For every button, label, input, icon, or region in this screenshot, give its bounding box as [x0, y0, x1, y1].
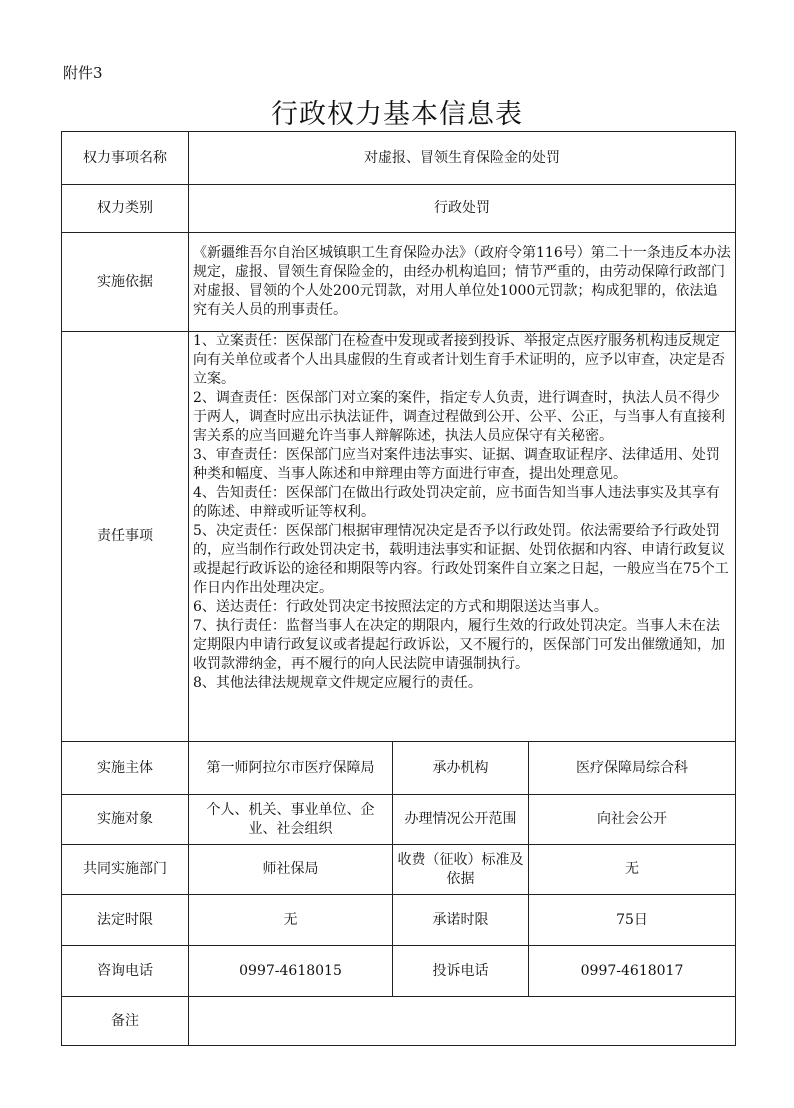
- remark-label: 备注: [62, 997, 189, 1046]
- fee-label: 收费（征收）标准及依据: [393, 845, 529, 895]
- consult-phone-value: 0997-4618015: [189, 946, 393, 997]
- row-joint: [62, 845, 736, 895]
- disclosure-label: 办理情况公开范围: [393, 795, 529, 845]
- basis-label: 实施依据: [62, 233, 189, 332]
- basis-value: 《新疆维吾尔自治区城镇职工生育保险办法》（政府令第116号）第二十一条违反本办法规定，虚报、冒领生育保险金的，由经办机构追回；情节严重的，由劳动保障行政部门对虚报、冒领的个人处200元罚款，对用人单位处1000元罚款；构成犯罪的，依法追究有关人员的刑事责任。: [189, 233, 736, 332]
- promise-time-value: 75日: [529, 895, 736, 946]
- row-basis: [62, 233, 736, 332]
- complaint-phone-label: 投诉电话: [393, 946, 529, 997]
- responsibility-item-8: 8、其他法律法规规章文件规定应履行的责任。: [193, 675, 482, 691]
- row-item-name: [62, 132, 736, 185]
- legal-time-value: 无: [189, 895, 393, 946]
- responsibility-item-7: 7、执行责任：监督当事人在决定的期限内，履行生效的行政处罚决定。当事人未在法定期限内申请行政复议或者提起行政诉讼，又不履行的，医保部门可发出催缴通知，加收罚款滞纳金，再不履行的向人民法院申请强制执行。: [193, 618, 725, 672]
- legal-time-label: 法定时限: [62, 895, 189, 946]
- category-value: 行政处罚: [189, 185, 736, 233]
- target-value: 个人、机关、事业单位、企业、社会组织: [189, 795, 393, 845]
- item-name-value: 对虚报、冒领生育保险金的处罚: [189, 132, 736, 185]
- row-time: [62, 895, 736, 946]
- row-responsibility: [62, 332, 736, 742]
- subject-value: 第一师阿拉尔市医疗保障局: [189, 742, 393, 795]
- responsibility-item-6: 6、送达责任：行政处罚决定书按照法定的方式和期限送达当事人。: [193, 599, 608, 615]
- responsibility-item-5: 5、决定责任：医保部门根据审理情况决定是否予以行政处罚。依法需要给予行政处罚的，应当制作行政处罚决定书，载明违法事实和证据、处罚依据和内容、申请行政复议或提起行政诉讼的途径和期限等内容。行政处罚案件自立案之日起，一般应当在75个工作日内作出处理决定。: [193, 523, 729, 596]
- responsibility-item-3: 3、审查责任：医保部门应当对案件违法事实、证据、调查取证程序、法律适用、处罚种类和幅度、当事人陈述和申辩理由等方面进行审查，提出处理意见。: [193, 447, 720, 482]
- remark-value: [189, 997, 736, 1046]
- responsibility-item-1: 1、立案责任：医保部门在检查中发现或者接到投诉、举报定点医疗服务机构违反规定向有关单位或者个人出具虚假的生育或者计划生育手术证明的，应予以审查，决定是否立案。: [193, 333, 725, 387]
- row-remark: [62, 997, 736, 1046]
- row-phone: [62, 946, 736, 997]
- subject-label: 实施主体: [62, 742, 189, 795]
- organizer-value: 医疗保障局综合科: [529, 742, 736, 795]
- row-subject: [62, 742, 736, 795]
- attachment-label: 附件3: [63, 64, 103, 82]
- complaint-phone-value: 0997-4618017: [529, 946, 736, 997]
- row-target: [62, 795, 736, 845]
- responsibility-item-2: 2、调查责任：医保部门对立案的案件，指定专人负责，进行调查时，执法人员不得少于两人，调查时应出示执法证件，调查过程做到公开、公平、公正，与当事人有直接利害关系的应当回避允许当事人辩解陈述，执法人员应保守有关秘密。: [193, 390, 725, 444]
- joint-value: 师社保局: [189, 845, 393, 895]
- page-title: 行政权力基本信息表: [271, 99, 523, 130]
- fee-value: 无: [529, 845, 736, 895]
- info-table: [61, 131, 736, 1046]
- item-name-label: 权力事项名称: [62, 132, 189, 185]
- responsibility-item-4: 4、告知责任：医保部门在做出行政处罚决定前，应书面告知当事人违法事实及其享有的陈述、申辩或听证等权利。: [193, 485, 720, 520]
- row-category: [62, 185, 736, 233]
- consult-phone-label: 咨询电话: [62, 946, 189, 997]
- disclosure-value: 向社会公开: [529, 795, 736, 845]
- responsibility-list: [189, 332, 736, 742]
- organizer-label: 承办机构: [393, 742, 529, 795]
- target-label: 实施对象: [62, 795, 189, 845]
- joint-label: 共同实施部门: [62, 845, 189, 895]
- responsibility-label: 责任事项: [62, 332, 189, 742]
- promise-time-label: 承诺时限: [393, 895, 529, 946]
- category-label: 权力类别: [62, 185, 189, 233]
